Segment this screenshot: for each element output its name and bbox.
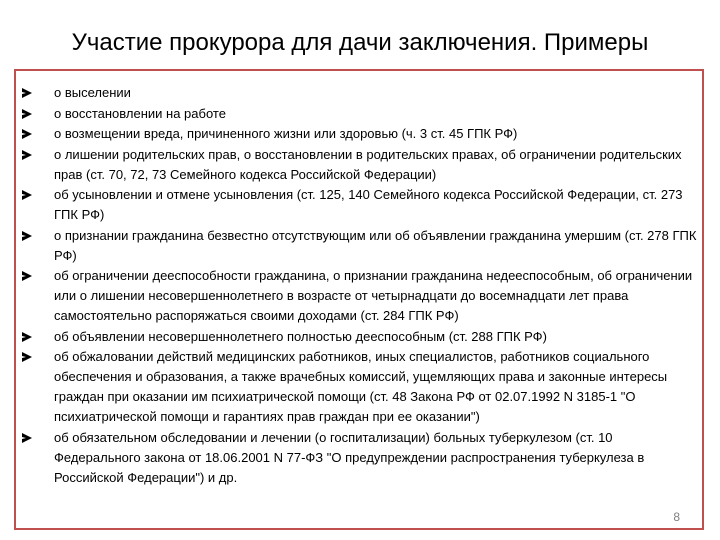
list-item xyxy=(22,104,702,124)
arrow-bullet-icon xyxy=(22,109,32,119)
list-item-text: об обязательном обследовании и лечении (о госпитализации) больных туберкулезом (ст. 10 Федерального закона от 18.06.2001 N 77-ФЗ "О предупреждении распространения туберкулеза в Российской Федерации") и др. xyxy=(54,429,645,485)
list-item xyxy=(22,226,702,266)
list-item xyxy=(22,145,702,185)
list-item xyxy=(22,327,702,347)
list-item xyxy=(22,266,702,326)
list-item-text: о лишении родительских прав, о восстановлении в родительских правах, об ограничении родительских прав (ст. 70, 72, 73 Семейного кодекса Российской Федерации) xyxy=(54,146,682,182)
arrow-bullet-icon xyxy=(22,352,32,362)
list-item-text: об объявлении несовершеннолетнего полностью дееспособным (ст. 288 ГПК РФ) xyxy=(54,328,547,344)
list-item xyxy=(22,124,702,144)
list-item-text: о возмещении вреда, причиненного жизни или здоровью (ч. 3 ст. 45 ГПК РФ) xyxy=(54,126,518,141)
slide-title: Участие прокурора для дачи заключения. Примеры xyxy=(71,29,649,56)
page-number: 8 xyxy=(673,510,680,524)
arrow-bullet-icon xyxy=(22,150,32,160)
arrow-bullet-icon xyxy=(22,433,32,443)
list-item-text: об усыновлении и отмене усыновления (ст. 125, 140 Семейного кодекса Российской Федерации, ст. 273 ГПК РФ) xyxy=(54,187,683,222)
list-item-text: о выселении xyxy=(54,85,131,100)
list-item xyxy=(22,428,702,488)
list-item-text: об ограничении дееспособности гражданина, о признании гражданина недееспособным, об ограничении или о лишении несовершеннолетнего в возрасте от четырнадцати до восемнадцати лет права самостоятельно распоряжаться своими доходами (ст. 284 ГПК РФ) xyxy=(54,268,693,323)
list-item xyxy=(22,347,702,427)
list-item-text: о признании гражданина безвестно отсутствующим или об объявлении гражданина умершим (ст. 278 ГПК РФ) xyxy=(54,227,697,263)
list-item-text: об обжаловании действий медицинских работников, иных специалистов, работников социального обеспечения и образования, а также врачебных комиссий, ущемляющих права и законные интересы граждан при оказании им психиатрической помощи (ст. 48 Закона РФ от 02.07.1992 N 3185-1 "О психиатрической помощи и гарантиях прав граждан при ее оказании") xyxy=(54,349,668,424)
arrow-bullet-icon xyxy=(22,129,32,139)
list-item xyxy=(22,185,702,225)
examples-list xyxy=(22,83,702,488)
arrow-bullet-icon xyxy=(22,190,32,200)
arrow-bullet-icon xyxy=(22,231,32,241)
list-item-text: о восстановлении на работе xyxy=(54,105,226,121)
list-item xyxy=(22,83,702,103)
arrow-bullet-icon xyxy=(22,332,32,342)
arrow-bullet-icon xyxy=(22,88,32,98)
arrow-bullet-icon xyxy=(22,271,32,281)
